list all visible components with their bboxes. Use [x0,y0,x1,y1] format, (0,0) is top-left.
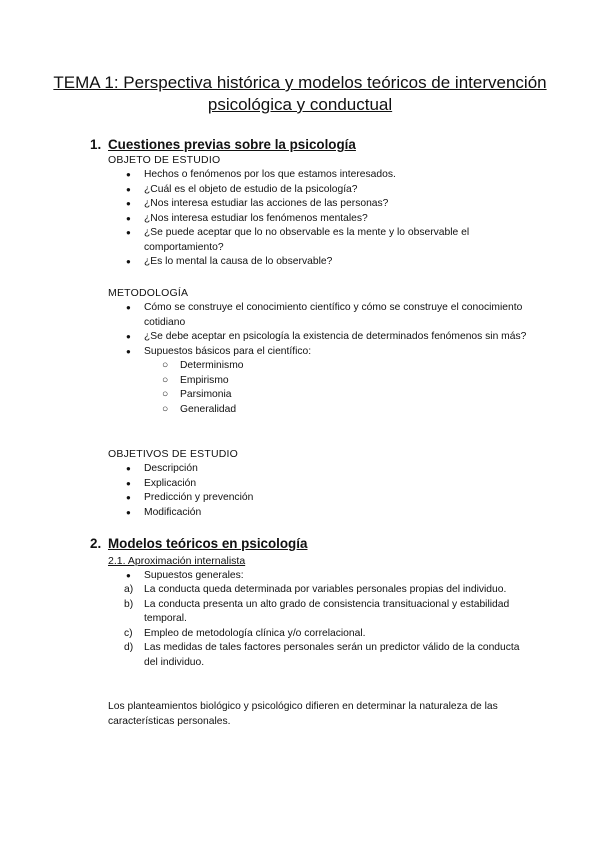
lettered-list [126,583,534,670]
list-item: ● ¿Nos interesa estudiar las acciones de las personas? [126,198,389,209]
metodologia-list [126,301,534,417]
list-item: ● ¿Es lo mental la causa de lo observable? [126,256,333,267]
metodologia-label: METODOLOGÍA [108,287,189,299]
objetivos-label: OBJETIVOS DE ESTUDIO [108,448,239,460]
list-item: ● ¿Cuál es el objeto de estudio de la psicología? [126,183,358,195]
objeto-label: OBJETO DE ESTUDIO [108,154,221,166]
list-item: ● Explicación [126,477,197,489]
section-1-title: Cuestiones previas sobre la psicología [108,137,356,152]
section-2-number: 2. [90,536,102,551]
list-item: ● Supuestos básicos para el científico: ○ Determinismo ○ Empirismo ○ Parsimonia ○ Generalidad [126,345,534,418]
supuestos-list [144,359,534,417]
subsection-2-1-heading: 2.1. Aproximación internalista [108,555,246,567]
list-item: ○ Empirismo [162,374,229,386]
section-2-title: Modelos teóricos en psicología [108,536,308,551]
objeto-list [126,168,534,270]
list-item: c) Empleo de metodología clínica y/o correlacional. [124,627,366,639]
list-item: ● Hechos o fenómenos por los que estamos interesados. [126,169,396,180]
list-item: ● ¿Nos interesa estudiar los fenómenos mentales? [126,212,368,224]
section-2-heading [90,536,307,552]
list-item: d) Las medidas de tales factores personales serán un predictor válido de la conducta del individuo. [124,642,520,668]
document-title: TEMA 1: Perspectiva histórica y modelos teóricos de intervención psicológica y conductual [53,73,547,114]
list-item: a) La conducta queda determinada por variables personales propias del individuo. [124,584,507,595]
list-item: ○ Parsimonia [162,389,232,400]
list-item: ● Descripción [126,463,198,474]
supuestos-generales-list [126,569,534,584]
list-item: ○ Generalidad [162,403,237,415]
list-item: ○ Determinismo [162,360,244,371]
list-item: b) La conducta presenta un alto grado de consistencia transituacional y estabilidad temporal. [124,598,510,624]
section-1-number: 1. [90,137,102,152]
list-item: ● Cómo se construye el conocimiento científico y cómo se construye el conocimiento cotidiano [126,302,523,328]
list-item: ● ¿Se puede aceptar que lo no observable es la mente y lo observable el comportamiento? [126,227,470,253]
section-1-heading [90,137,356,153]
list-item: ● ¿Se debe aceptar en psicología la existencia de determinados fenómenos sin más? [126,331,527,342]
list-item: ● Modificación [126,506,202,518]
list-item: ● Predicción y prevención [126,492,254,503]
closing-paragraph: Los planteamientos biológico y psicológico difieren en determinar la naturaleza de las características personales. [108,701,498,727]
objetivos-list [126,462,534,520]
list-item: ● Supuestos generales: [126,570,244,581]
